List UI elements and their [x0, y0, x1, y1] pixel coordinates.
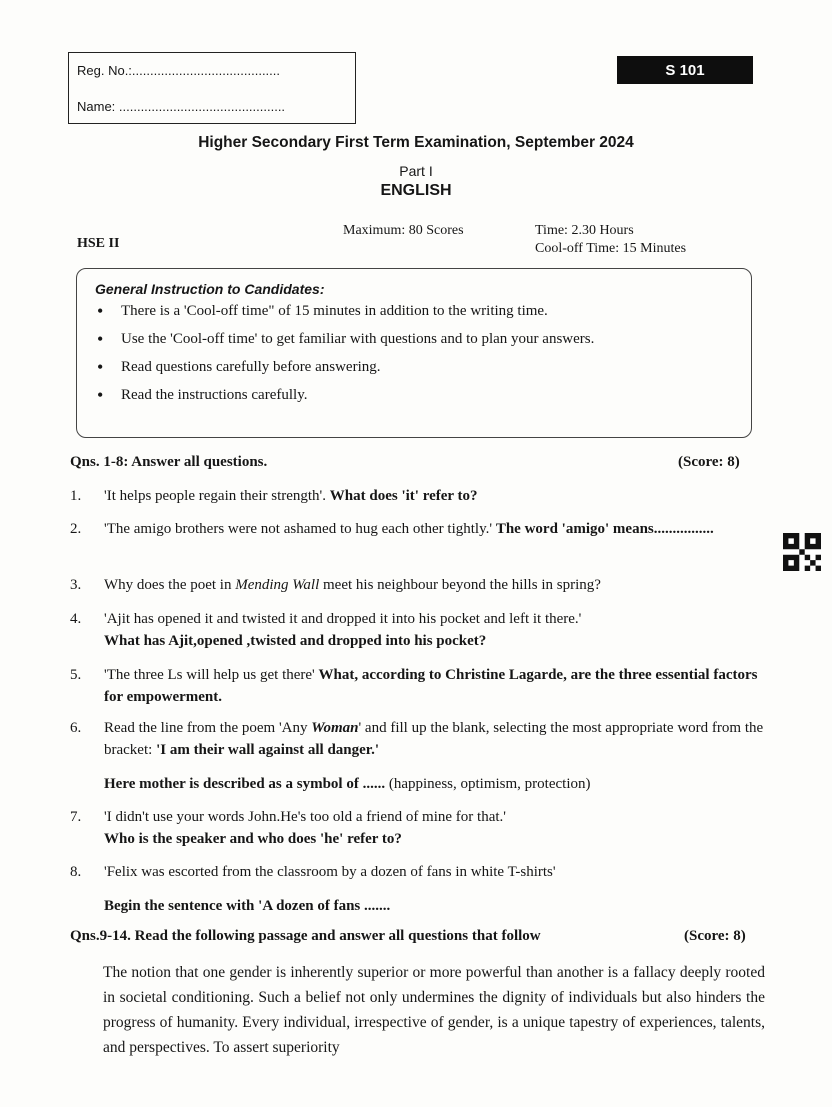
poem-line: 'I am their wall against all danger.' — [156, 742, 379, 758]
question-number: 2. — [70, 521, 82, 537]
question-prompt: What has Ajit,opened ,twisted and dropped into his pocket? — [104, 633, 487, 649]
question-prompt: Begin the sentence with 'A dozen of fans ....... — [104, 898, 391, 914]
exam-title: Higher Secondary First Term Examination, September 2024 — [198, 134, 634, 151]
section2-score: (Score: 8) — [684, 928, 746, 944]
question-2 — [70, 518, 770, 540]
reading-passage: The notion that one gender is inherently superior or more powerful than another is a fallacy deeply rooted in societal conditioning. Such a belief not only undermines the dignity of individuals but also hinders the progress of humanity. Every individual, irrespective of gender, is a unique tapestry of experiences, talents, and perspectives. To assert superiority — [103, 964, 765, 1056]
paper-code: S 101 — [617, 56, 753, 84]
hse-label: HSE II — [77, 236, 120, 251]
question-number: 3. — [70, 577, 82, 593]
question-prompt: What does 'it' refer to? — [329, 488, 478, 504]
question-4 — [70, 608, 770, 652]
instruction-item: • Read questions carefully before answering. — [77, 359, 594, 387]
question-prompt: Here mother is described as a symbol of ...... — [104, 776, 389, 792]
answer-options: (happiness, optimism, protection) — [388, 776, 591, 792]
instruction-item: • Read the instructions carefully. — [77, 387, 594, 415]
cooloff-time: Cool-off Time: 15 Minutes — [535, 241, 687, 256]
question-text: ' and fill up the blank, selecting the most appropriate word from the bracket: — [104, 720, 764, 758]
section1-heading: Qns. 1-8: Answer all questions. — [70, 454, 268, 470]
qr-code-icon — [783, 533, 821, 571]
instructions-box — [76, 268, 752, 438]
question-7 — [70, 806, 770, 850]
question-text: Why does the poet in — [104, 577, 236, 593]
instructions-heading: General Instruction to Candidates: — [95, 281, 325, 297]
reg-no-field: Reg. No.:......................................... — [77, 63, 280, 78]
question-number: 5. — [70, 667, 82, 683]
question-prompt: Who is the speaker and who does 'he' refer to? — [104, 831, 402, 847]
instruction-item: • Use the 'Cool-off time' to get familiar with questions and to plan your answers. — [77, 331, 594, 359]
question-text: 'Felix was escorted from the classroom by a dozen of fans in white T-shirts' — [104, 864, 556, 880]
question-8 — [70, 861, 770, 917]
question-number: 8. — [70, 864, 82, 880]
instruction-item: • There is a 'Cool-off time" of 15 minutes in addition to the writing time. — [77, 303, 594, 331]
question-text: 'Ajit has opened it and twisted it and dropped it into his pocket and left it there.' — [104, 611, 582, 627]
question-text: meet his neighbour beyond the hills in spring? — [319, 577, 601, 593]
question-text: 'I didn't use your words John.He's too old a friend of mine for that.' — [104, 809, 506, 825]
section1-score: (Score: 8) — [678, 454, 740, 470]
question-5 — [70, 664, 770, 708]
question-number: 1. — [70, 488, 82, 504]
question-prompt: The word 'amigo' means................ — [495, 521, 714, 537]
instructions-list — [77, 303, 594, 415]
question-text: 'The three Ls will help us get there' — [104, 667, 319, 683]
exam-time: Time: 2.30 Hours — [535, 223, 634, 238]
question-prompt: What, according to Christine Lagarde, are the three essential factors for empowerment. — [104, 667, 758, 705]
question-1 — [70, 485, 770, 507]
question-text: 'The amigo brothers were not ashamed to hug each other tightly.' — [104, 521, 496, 537]
question-text: Read the line from the poem 'Any — [104, 720, 312, 736]
max-scores: Maximum: 80 Scores — [343, 223, 464, 238]
subject-title: ENGLISH — [380, 182, 452, 199]
question-text: 'It helps people regain their strength'. — [104, 488, 330, 504]
question-number: 6. — [70, 720, 82, 736]
part-label: Part I — [399, 163, 433, 179]
reg-name-box — [68, 52, 356, 124]
poem-title: Woman — [311, 720, 359, 736]
question-number: 4. — [70, 611, 82, 627]
poem-title: Mending Wall — [235, 577, 320, 593]
question-number: 7. — [70, 809, 82, 825]
question-3 — [70, 574, 770, 596]
name-field: Name: .............................................. — [77, 99, 286, 114]
section2-heading: Qns.9-14. Read the following passage and answer all questions that follow — [70, 928, 541, 944]
question-6 — [70, 717, 770, 795]
